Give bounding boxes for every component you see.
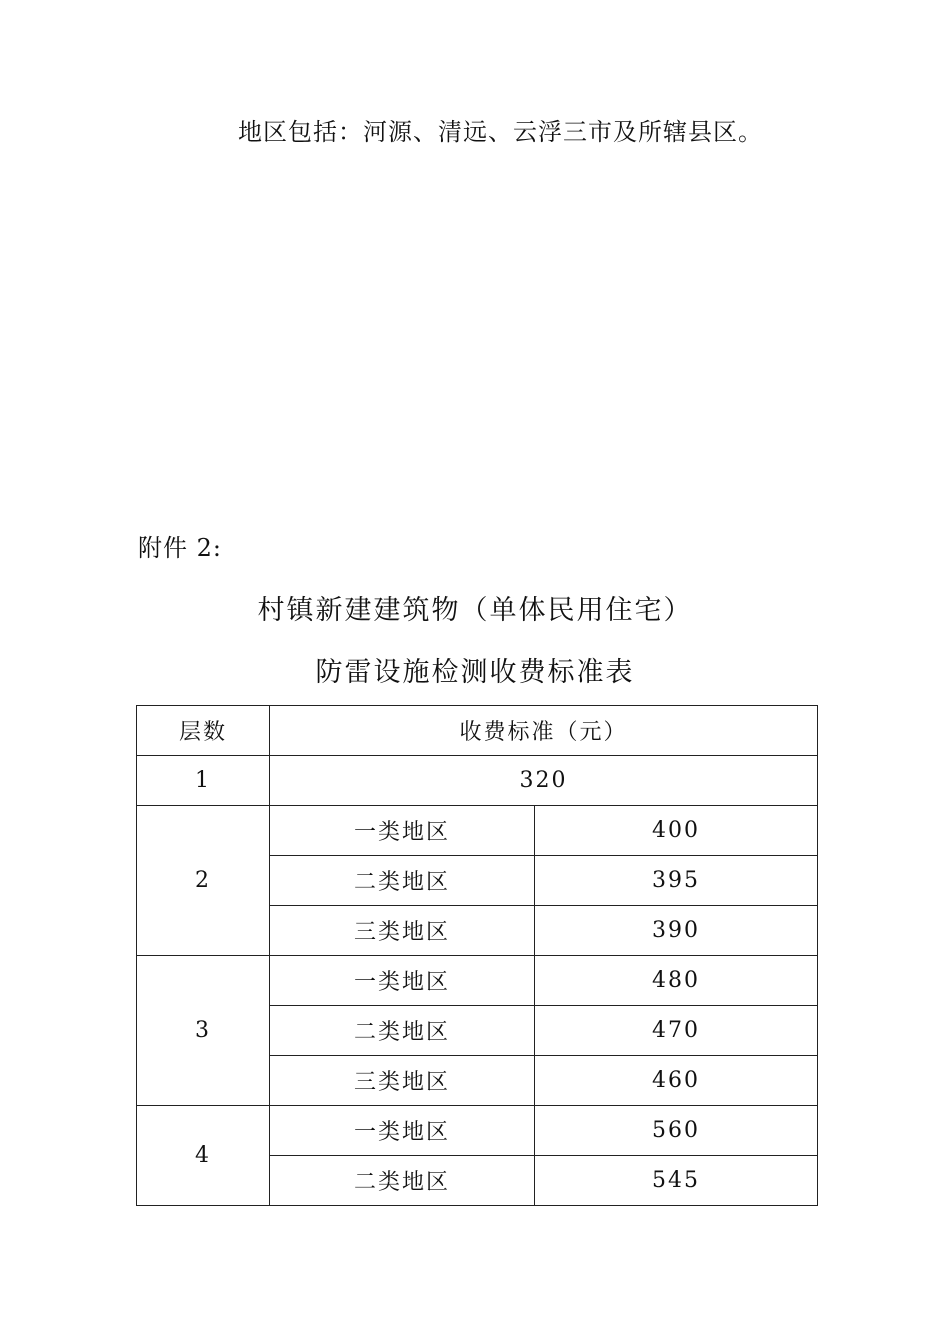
fee-cell: 470 (535, 1006, 818, 1056)
floors-cell: 3 (137, 956, 270, 1106)
table-row (137, 806, 818, 856)
attachment-label: 附件 2: (138, 534, 222, 562)
table-row (137, 956, 818, 1006)
table-row (137, 1106, 818, 1156)
floors-cell: 2 (137, 806, 270, 956)
region-cell: 二类地区 (270, 856, 535, 906)
region-cell: 一类地区 (270, 956, 535, 1006)
region-cell: 一类地区 (270, 1106, 535, 1156)
document-title-line1: 村镇新建建筑物（单体民用住宅） (257, 595, 693, 626)
fee-cell: 560 (535, 1106, 818, 1156)
floors-cell: 1 (137, 756, 270, 806)
fee-cell: 545 (535, 1156, 818, 1206)
fee-cell: 320 (270, 756, 818, 806)
header-floors: 层数 (137, 706, 270, 756)
region-cell: 三类地区 (270, 906, 535, 956)
region-cell: 二类地区 (270, 1006, 535, 1056)
region-note: 地区包括：河源、清远、云浮三市及所辖县区。 (238, 118, 763, 146)
region-cell: 二类地区 (270, 1156, 535, 1206)
fee-standard-table (136, 705, 818, 1206)
fee-cell: 400 (535, 806, 818, 856)
header-fee: 收费标准（元） (270, 706, 818, 756)
fee-cell: 395 (535, 856, 818, 906)
table-header-row (137, 706, 818, 756)
document-title-line2: 防雷设施检测收费标准表 (315, 657, 635, 688)
fee-cell: 480 (535, 956, 818, 1006)
region-cell: 一类地区 (270, 806, 535, 856)
table-row (137, 756, 818, 806)
fee-cell: 460 (535, 1056, 818, 1106)
floors-cell: 4 (137, 1106, 270, 1206)
fee-cell: 390 (535, 906, 818, 956)
region-cell: 三类地区 (270, 1056, 535, 1106)
